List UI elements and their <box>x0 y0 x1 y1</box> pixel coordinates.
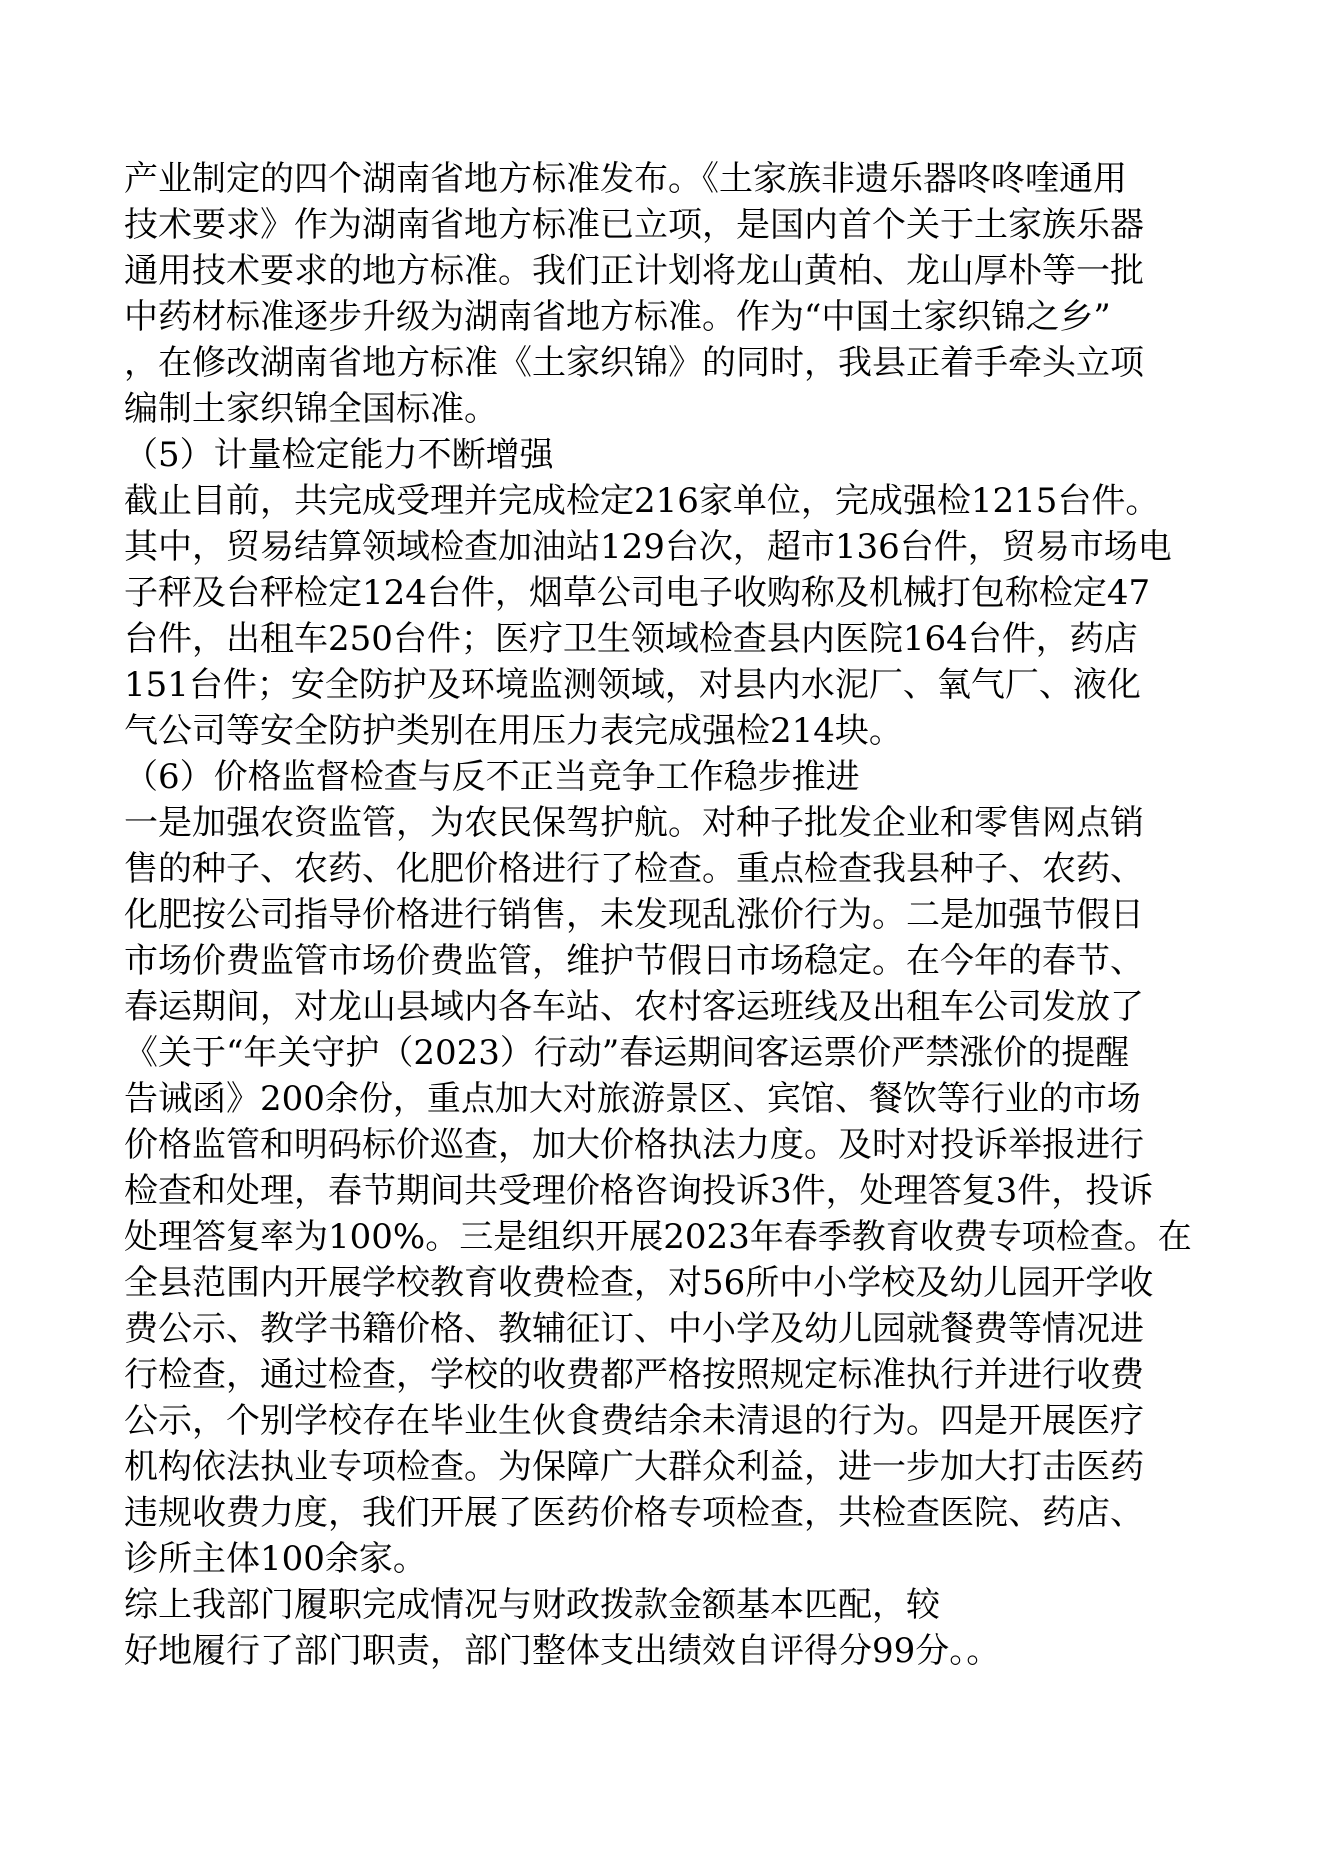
paragraph-standards <box>124 156 1204 432</box>
text-line: 子秤及台秤检定124台件，烟草公司电子收购称及机械打包称检定47 <box>124 573 1151 613</box>
text-line: 台件，出租车250台件；医疗卫生领域检查县内医院164台件，药店 <box>124 619 1138 659</box>
paragraph-metrology <box>124 478 1204 754</box>
text-line: ，在修改湖南省地方标准《土家织锦》的同时，我县正着手牵头立项 <box>124 343 1144 383</box>
text-line: 处理答复率为100%。三是组织开展2023年春季教育收费专项检查。在 <box>124 1217 1192 1257</box>
paragraph-summary <box>124 1582 1204 1674</box>
section-heading-5: （5）计量检定能力不断增强 <box>124 435 554 475</box>
section-heading-6: （6）价格监督检查与反不正当竞争工作稳步推进 <box>124 757 860 797</box>
text-line: 截止目前，共完成受理并完成检定216家单位，完成强检1215台件。 <box>124 481 1160 521</box>
text-line: 气公司等安全防护类别在用压力表完成强检214块。 <box>124 711 903 751</box>
text-line: 化肥按公司指导价格进行销售，未发现乱涨价行为。二是加强节假日 <box>124 895 1144 935</box>
text-line: 行检查，通过检查，学校的收费都严格按照规定标准执行并进行收费 <box>124 1355 1144 1395</box>
text-line: 费公示、教学书籍价格、教辅征订、中小学及幼儿园就餐费等情况进 <box>124 1309 1144 1349</box>
text-line: 综上我部门履职完成情况与财政拨款金额基本匹配，较 <box>124 1585 940 1625</box>
text-line: 通用技术要求的地方标准。我们正计划将龙山黄柏、龙山厚朴等一批 <box>124 251 1144 291</box>
text-line: 诊所主体100余家。 <box>124 1539 427 1579</box>
text-line: 《关于“年关守护（2023）行动”春运期间客运票价严禁涨价的提醒 <box>124 1033 1130 1073</box>
text-line: 一是加强农资监管，为农民保驾护航。对种子批发企业和零售网点销 <box>124 803 1144 843</box>
text-line: 检查和处理，春节期间共受理价格咨询投诉3件，处理答复3件，投诉 <box>124 1171 1154 1211</box>
text-line: 好地履行了部门职责，部门整体支出绩效自评得分99分。。 <box>124 1631 1001 1671</box>
text-line: 市场价费监管市场价费监管，维护节假日市场稳定。在今年的春节、 <box>124 941 1144 981</box>
text-line: 春运期间，对龙山县域内各车站、农村客运班线及出租车公司发放了 <box>124 987 1144 1027</box>
text-line: 中药材标准逐步升级为湖南省地方标准。作为“中国土家织锦之乡” <box>124 297 1111 337</box>
text-line: 产业制定的四个湖南省地方标准发布。《土家族非遗乐器咚咚喹通用 <box>124 159 1127 199</box>
text-line: 机构依法执业专项检查。为保障广大群众利益，进一步加大打击医药 <box>124 1447 1144 1487</box>
text-line: 其中，贸易结算领域检查加油站129台次，超市136台件，贸易市场电 <box>124 527 1172 567</box>
paragraph-price-supervision <box>124 800 1204 1582</box>
text-line: 价格监管和明码标价巡查，加大价格执法力度。及时对投诉举报进行 <box>124 1125 1144 1165</box>
text-line: 告诫函》200余份，重点加大对旅游景区、宾馆、餐饮等行业的市场 <box>124 1079 1141 1119</box>
text-line: 违规收费力度，我们开展了医药价格专项检查，共检查医院、药店、 <box>124 1493 1144 1533</box>
text-line: 151台件；安全防护及环境监测领域，对县内水泥厂、氧气厂、液化 <box>124 665 1141 705</box>
text-line: 售的种子、农药、化肥价格进行了检查。重点检查我县种子、农药、 <box>124 849 1144 889</box>
text-line: 全县范围内开展学校教育收费检查，对56所中小学校及幼儿园开学收 <box>124 1263 1154 1303</box>
document-body <box>124 156 1204 1674</box>
text-line: 编制土家织锦全国标准。 <box>124 389 498 429</box>
text-line: 公示，个别学校存在毕业生伙食费结余未清退的行为。四是开展医疗 <box>124 1401 1144 1441</box>
text-line: 技术要求》作为湖南省地方标准已立项，是国内首个关于土家族乐器 <box>124 205 1144 245</box>
